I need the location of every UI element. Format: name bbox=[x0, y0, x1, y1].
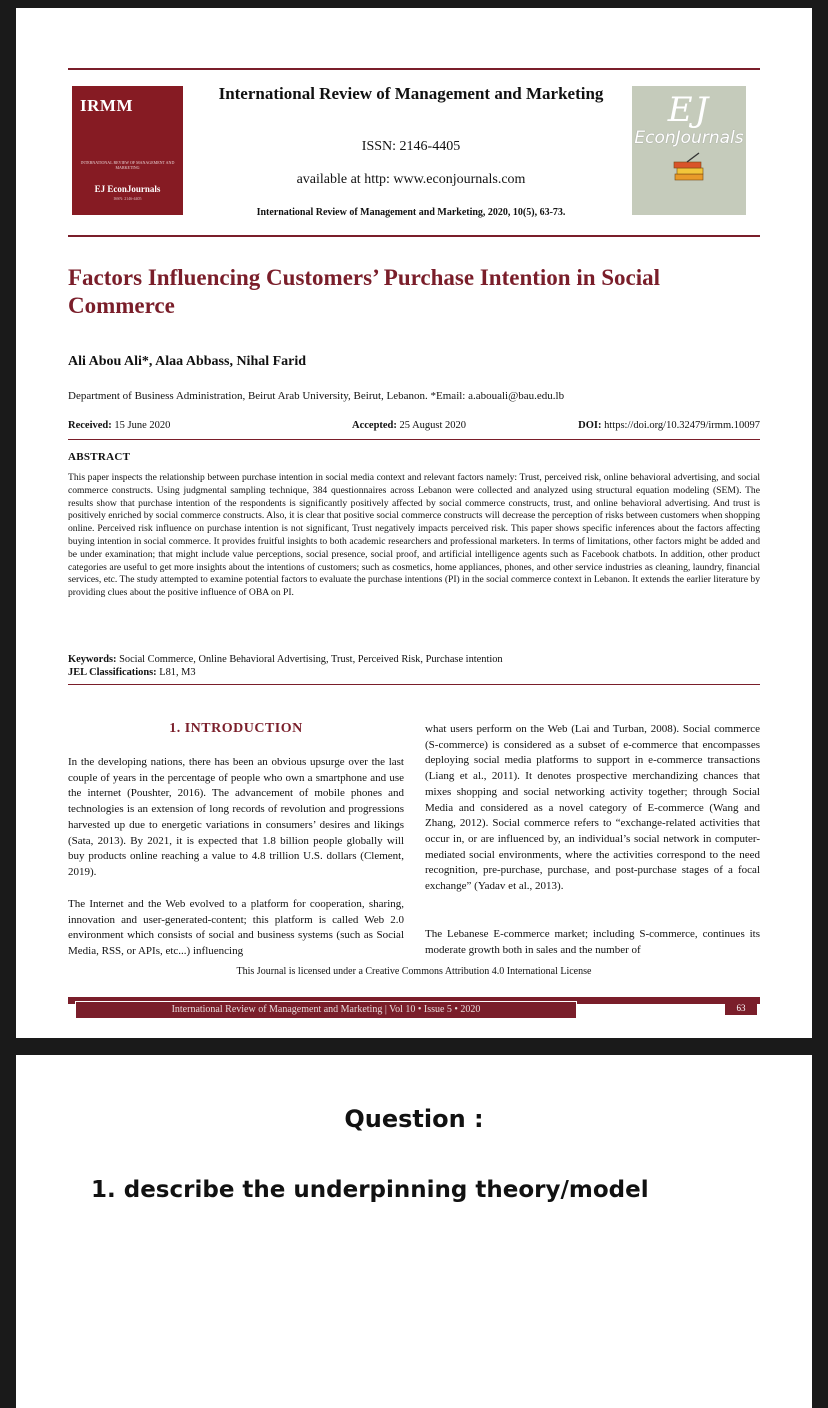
keywords-line bbox=[68, 653, 760, 666]
journal-page bbox=[16, 8, 812, 1038]
page-number: 63 bbox=[725, 1001, 757, 1015]
abstract-heading: ABSTRACT bbox=[68, 451, 131, 463]
irmm-journal-logo bbox=[72, 86, 183, 215]
doi-label: DOI: bbox=[578, 420, 602, 431]
paper-title: Factors Influencing Customers’ Purchase Intention in Social Commerce bbox=[68, 265, 661, 318]
jel-label: JEL Classifications: bbox=[68, 667, 157, 678]
question-heading: Question : bbox=[344, 1105, 484, 1133]
accepted-date bbox=[352, 420, 466, 431]
section-heading-introduction: 1. INTRODUCTION bbox=[169, 721, 303, 736]
irmm-logo-issn: ISSN: 2146-4405 bbox=[113, 196, 142, 201]
keywords-value: Social Commerce, Online Behavioral Advertising, Trust, Perceived Risk, Purchase intention bbox=[119, 654, 503, 665]
ej-logo-name: EconJournals bbox=[634, 128, 744, 148]
license-notice: This Journal is licensed under a Creative Commons Attribution 4.0 International License bbox=[236, 966, 592, 977]
doi[interactable] bbox=[578, 420, 760, 431]
irmm-logo-abbr: IRMM bbox=[80, 96, 133, 115]
intro-paragraph-2: The Internet and the Web evolved to a platform for cooperation, sharing, innovation and user-generated-content; this platform is called Web 2.0 environment which consists of social and business systems (such as Social Media, RSS, or APIs, etc...) influencing bbox=[68, 898, 404, 958]
irmm-logo-small-text: INTERNATIONAL REVIEW OF MANAGEMENT AND MARKETING bbox=[80, 160, 175, 170]
abstract-text: This paper inspects the relationship between purchase intention in social media context and relevant factors namely: Trust, perceived risk, online behavioral advertising, and social commerce constructs. Using judgmental sampling technique, 384 questionnaires across Lebanon were collected and analyzed using structural equation modeling (SEM). The results show that purchase intention of the respondents is significantly positively affected by social commerce constructs, trust, and online behavioral advertising. And trust is positively enriched by social commerce constructs. Also, it is clear that positive social commerce constructs will decrease the perception of risks between customers when shopping online. Perceived risk influence on purchase intention is not significant, Trust negatively impacts perceived risk. This paper shows specific inferences about the factors affecting buying intention in social commerce. It provides fruitful insights to both academic researchers and professional marketers. In terms of limitations, other factors might be added and be under examination; that might include value perceptions, social presence, social proof, and artificial intelligence agents such as Facebook chatbots. In addition, other product categories are useful to get more insights about the intentions of customers; such as cosmetics, home appliances, phones, and other service industries as cleaning, laundry, financial services, etc. The study attempted to examine potential factors to evaluate the purchase intentions (PI) in the social commerce context in Lebanon. It extends the earlier literature by providing clues about the positive influence of OBA on PI. bbox=[68, 472, 760, 599]
accepted-value: 25 August 2020 bbox=[399, 420, 467, 431]
paper-affiliation: Department of Business Administration, Beirut Arab University, Beirut, Lebanon. *Email: a.abouali@bau.edu.lb bbox=[68, 390, 565, 402]
dates-rule bbox=[68, 439, 760, 440]
ej-logo-mark: EJ bbox=[667, 90, 711, 130]
jel-value: L81, M3 bbox=[159, 667, 196, 678]
received-label: Received: bbox=[68, 420, 112, 431]
journal-website[interactable]: available at http: www.econjournals.com bbox=[296, 172, 526, 187]
intro-paragraph-4: The Lebanese E-commerce market; including S-commerce, continues its moderate growth both in sales and the number of bbox=[425, 928, 760, 956]
journal-citation: International Review of Management and Marketing, 2020, 10(5), 63-73. bbox=[256, 207, 566, 218]
journal-issn: ISSN: 2146-4405 bbox=[361, 139, 461, 154]
question-item-1: 1. describe the underpinning theory/model bbox=[91, 1177, 649, 1203]
header-top-rule bbox=[68, 68, 760, 70]
book-stack-icon bbox=[669, 152, 709, 186]
received-value: 15 June 2020 bbox=[114, 420, 171, 431]
journal-title: International Review of Management and Marketing bbox=[218, 84, 604, 103]
footer-journal-info: International Review of Management and Marketing | Vol 10 • Issue 5 • 2020 bbox=[75, 1001, 577, 1019]
keywords-block bbox=[68, 653, 760, 679]
header-bottom-rule bbox=[68, 235, 760, 237]
keywords-label: Keywords: bbox=[68, 654, 117, 665]
irmm-logo-ej: EJ EconJournals bbox=[94, 184, 161, 194]
accepted-label: Accepted: bbox=[352, 420, 397, 431]
intro-paragraph-1: In the developing nations, there has been an obvious upsurge over the last couple of years in the percentage of people who own a smartphone and use the internet (Poushter, 2016). The advancement of mobile phones and technologies is an extension of long records of revolution and progressions harvested up due to energetic variations in consumers’ desires and likings (Sata, 2013). By 2021, it is expected that 1.8 billion people globally will buy products online reaching a value to 4.8 trillion U.S. dollars (Clement, 2019). bbox=[68, 756, 404, 878]
received-date bbox=[68, 420, 170, 431]
econjournals-logo bbox=[632, 86, 746, 215]
keywords-rule bbox=[68, 684, 760, 685]
question-page bbox=[16, 1055, 812, 1408]
doi-value[interactable]: https://doi.org/10.32479/irmm.10097 bbox=[604, 420, 760, 431]
jel-line bbox=[68, 666, 760, 679]
intro-paragraph-3: what users perform on the Web (Lai and Turban, 2008). Social commerce (S-commerce) is considered as a subset of e-commerce that encompasses deploying social media platforms to support in e-commerce transactions (Liang et al., 2011). It denotes prospective merchandizing chances that mixes shopping and social networking activity together; through Social Media and considered as a novel category of E-commerce (Wang and Zhang, 2012). Social commerce refers to “exchange-related activities that occur in, or are influenced by, an individual’s social network in computer-mediated social environments, where the activities correspond to the need recognition, pre-purchase, purchase, and post-purchase stages of a focal exchange” (Yadav et al., 2013). bbox=[425, 723, 760, 893]
paper-authors: Ali Abou Ali*, Alaa Abbass, Nihal Farid bbox=[68, 354, 307, 369]
